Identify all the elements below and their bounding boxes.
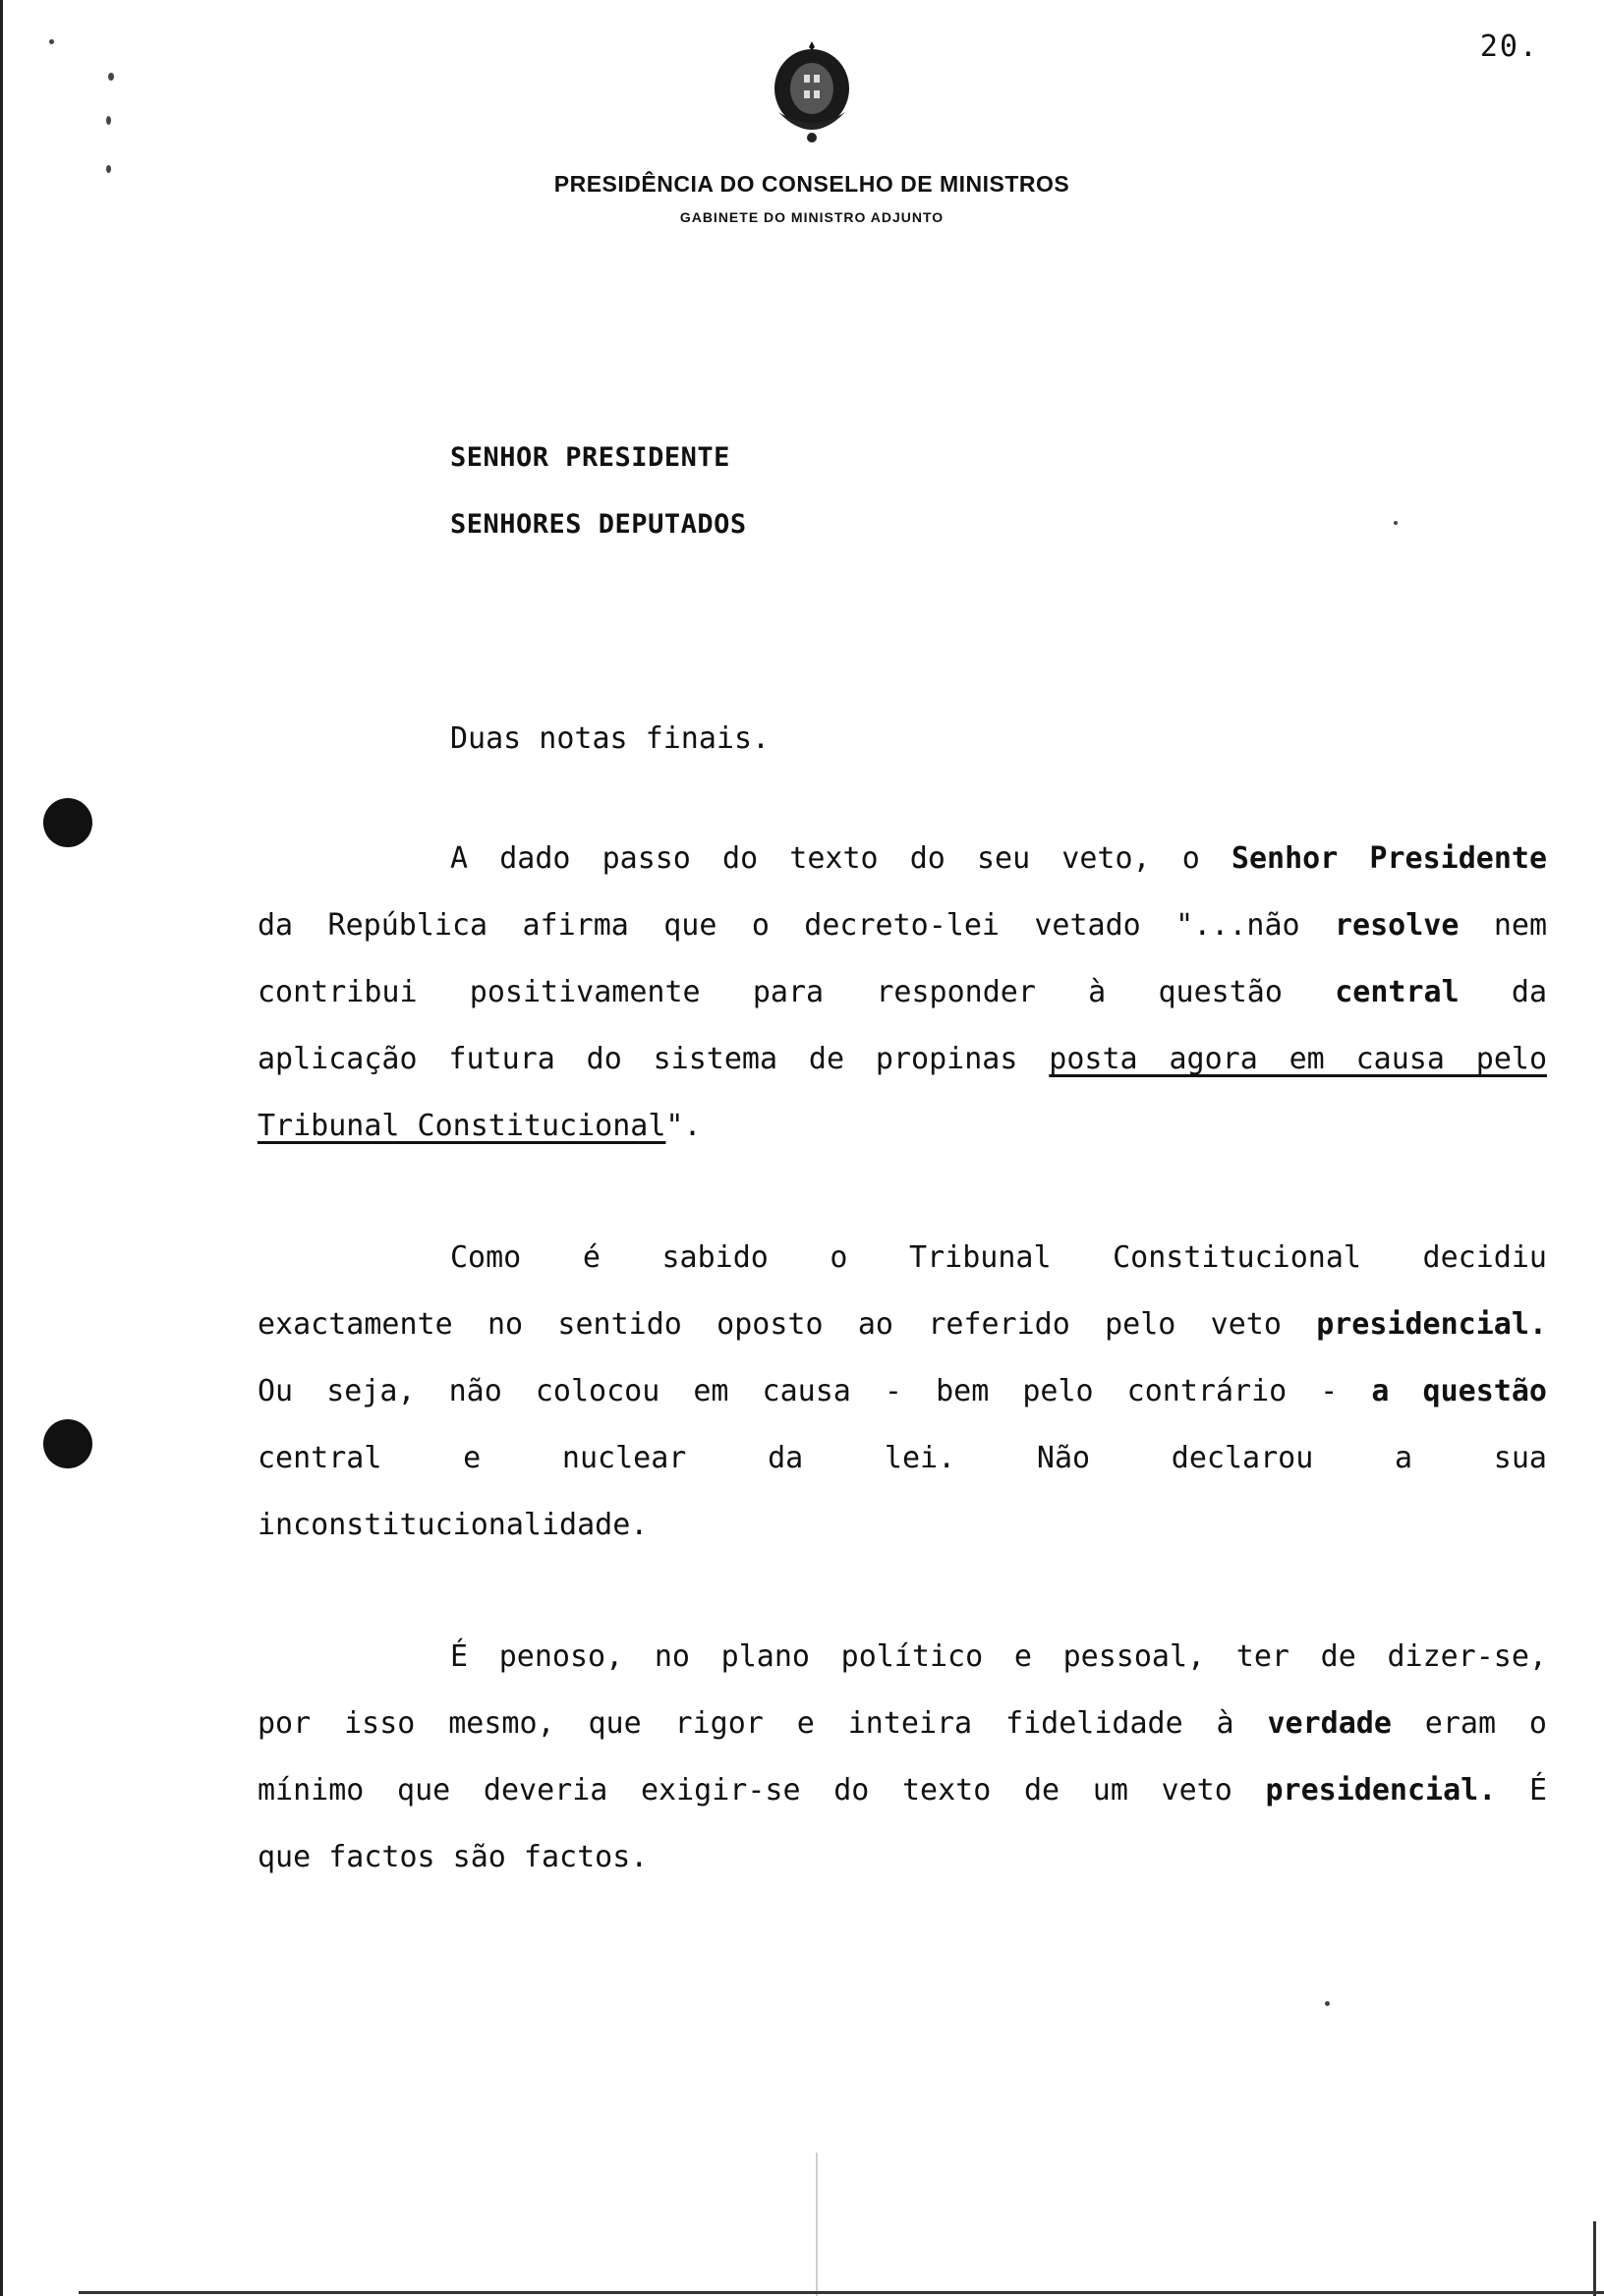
page-bottom-edge <box>79 2291 1604 2294</box>
paragraph-line: inconstitucionalidade. <box>258 1508 649 1542</box>
paragraph-line: É penoso, no plano político e pessoal, ter de dizer-se, <box>450 1639 1547 1674</box>
scan-speck <box>1325 2001 1330 2006</box>
paragraph-line: Ou seja, não colocou em causa - bem pelo contrário - a questão <box>258 1374 1547 1408</box>
letterhead <box>0 39 1604 225</box>
paragraph-text: Duas notas finais. <box>450 721 771 756</box>
paragraph-line: por isso mesmo, que rigor e inteira fidelidade à verdade eram o <box>258 1706 1547 1741</box>
agency-name: PRESIDÊNCIA DO CONSELHO DE MINISTROS <box>553 171 1070 197</box>
coat-of-arms-seal-icon <box>765 39 859 147</box>
office-name: GABINETE DO MINISTRO ADJUNTO <box>679 209 945 225</box>
paragraph <box>258 1624 1547 1891</box>
scan-speck <box>108 73 114 81</box>
paragraph <box>258 1225 1547 1559</box>
page-left-edge <box>0 0 3 2296</box>
scan-speck <box>1394 521 1398 525</box>
paragraph-line: que factos são factos. <box>258 1840 649 1874</box>
paragraph-line: aplicação futura do sistema de propinas posta agora em causa pelo <box>258 1042 1548 1076</box>
paragraph-line: central e nuclear da lei. Não declarou a sua <box>258 1441 1547 1475</box>
paragraph <box>258 706 1547 773</box>
paragraph <box>258 826 1547 1160</box>
scan-speck <box>106 165 111 173</box>
paragraph-line: da República afirma que o decreto-lei vetado "...não resolve nem <box>258 908 1548 943</box>
scan-speck <box>49 39 54 44</box>
paragraph-line: Como é sabido o Tribunal Constitucional decidiu <box>450 1240 1547 1275</box>
punch-hole <box>43 1419 92 1468</box>
paragraph-line: Tribunal Constitucional". <box>258 1109 702 1143</box>
page-number: 20. <box>1479 29 1539 64</box>
paragraph-line: mínimo que deveria exigir-se do texto de um veto presidencial. É <box>258 1773 1548 1808</box>
page-right-edge <box>1593 2221 1596 2296</box>
salutation-line: SENHORES DEPUTADOS <box>450 509 747 540</box>
paragraph-line: exactamente no sentido oposto ao referido pelo veto presidencial. <box>258 1307 1547 1342</box>
scan-speck <box>106 116 111 125</box>
paragraph-line: contribui positivamente para responder à questão central da <box>258 975 1548 1009</box>
scan-fold-mark <box>816 2152 818 2296</box>
paragraph-line: A dado passo do texto do seu veto, o Senhor Presidente <box>450 841 1548 876</box>
salutation-line: SENHOR PRESIDENTE <box>450 442 730 473</box>
punch-hole <box>43 798 92 847</box>
